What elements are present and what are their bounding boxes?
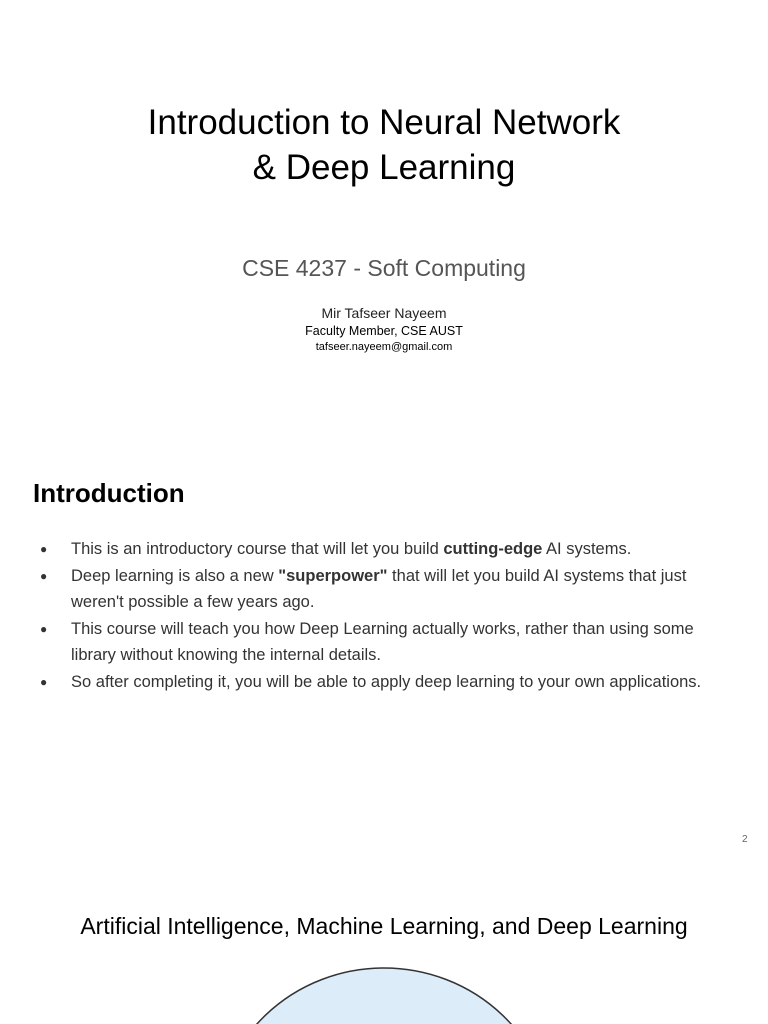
bullet-item — [38, 616, 738, 669]
bullet-item — [38, 669, 738, 696]
bullet-item — [38, 563, 738, 616]
bullet-text: So after completing it, you will be able to apply deep learning to your own applications. — [71, 672, 702, 691]
author-name: Mir Tafseer Nayeem — [321, 305, 447, 321]
title-slide — [0, 0, 768, 432]
ai-outer-circle — [216, 968, 552, 1024]
bullet-text: This is an introductory course that will let you build — [71, 540, 444, 558]
slide-title: Artificial Intelligence, Machine Learning, and Deep Learning — [80, 913, 688, 939]
slide-title-line-1: Introduction to Neural Network — [147, 103, 621, 142]
course-name: CSE 4237 - Soft Computing — [242, 255, 526, 281]
author-email: tafseer.nayeem@gmail.com — [315, 341, 453, 353]
ai-circle-diagram — [0, 964, 768, 1024]
ai-ml-dl-slide — [0, 864, 768, 1024]
introduction-slide — [0, 432, 768, 864]
bullet-bold-text: cutting-edge — [443, 540, 543, 558]
author-role: Faculty Member, CSE AUST — [305, 324, 463, 338]
bullet-list — [38, 536, 738, 695]
bullet-text: that will let you build AI systems that just weren't possible a few years ago. — [71, 566, 687, 611]
bullet-icon: ● — [40, 674, 48, 689]
bullet-icon: ● — [40, 621, 48, 636]
bullet-text: AI systems. — [542, 540, 632, 558]
bullet-item — [38, 536, 738, 563]
page-number: 2 — [742, 834, 748, 845]
bullet-icon: ● — [40, 568, 48, 583]
bullet-bold-text: "superpower" — [278, 566, 388, 585]
bullet-icon: ● — [40, 542, 48, 556]
bullet-text: This course will teach you how Deep Learning actually works, rather than using some library without knowing the internal details. — [71, 619, 694, 664]
bullet-text: Deep learning is also a new — [71, 566, 279, 585]
section-heading: Introduction — [33, 478, 185, 508]
slide-title-line-2: & Deep Learning — [252, 148, 516, 187]
